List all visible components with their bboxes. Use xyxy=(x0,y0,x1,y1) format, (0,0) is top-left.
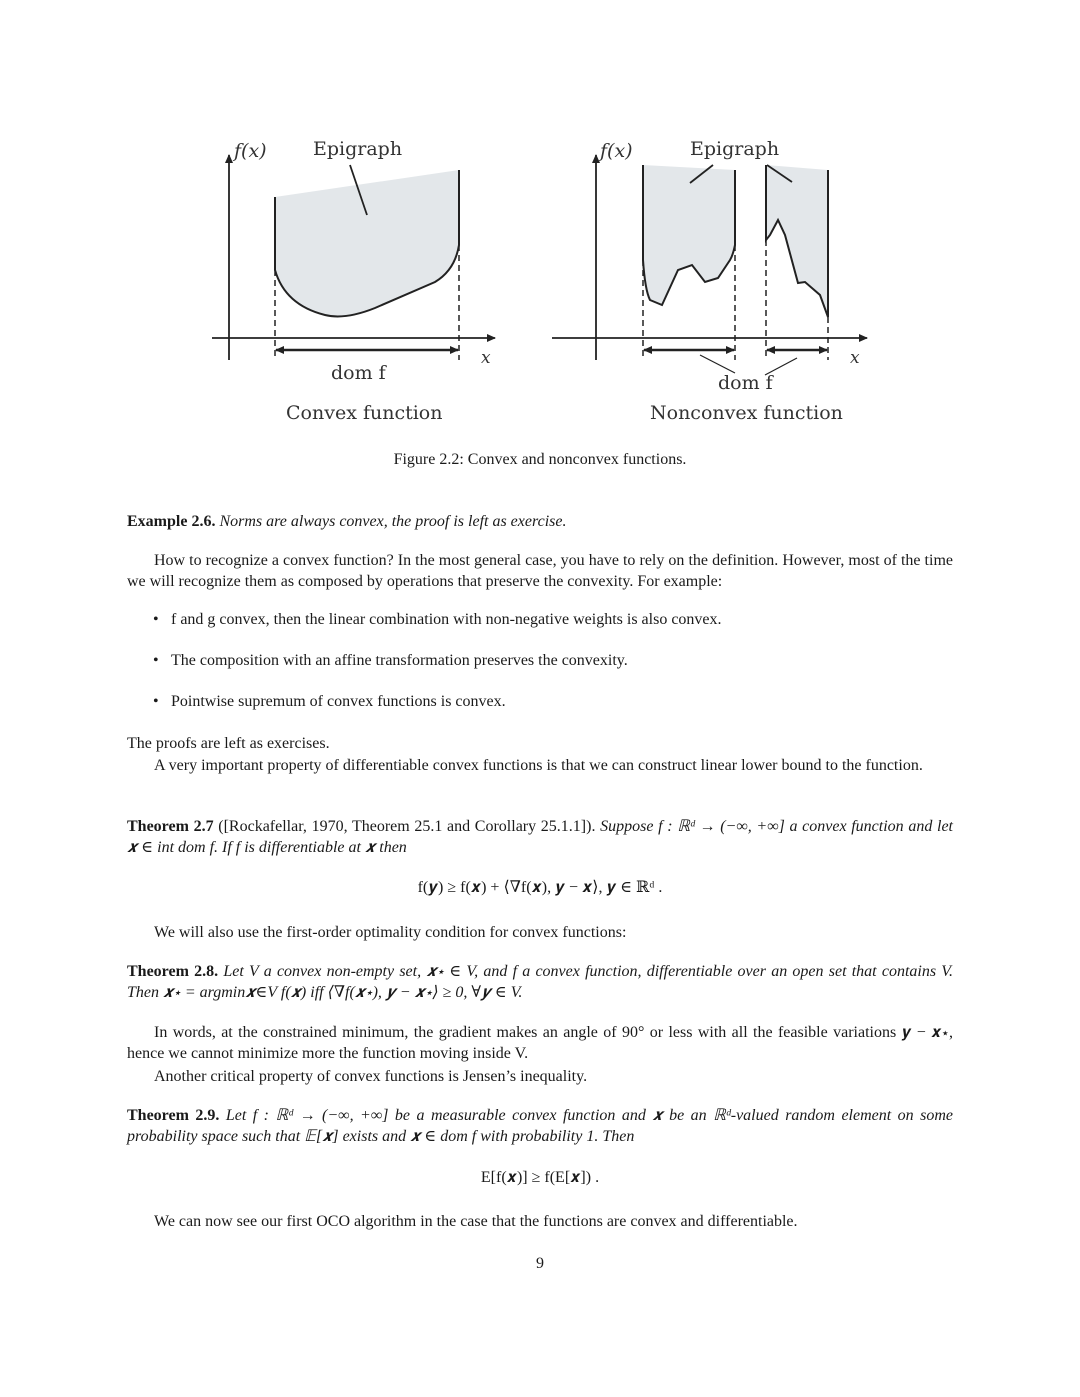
theorem-2-8 xyxy=(127,961,953,1003)
theorem-text: Let V a convex non-empty set, 𝒙⋆ ∈ V, and f a convex function, differentiable over an open set that contains V. Then 𝒙⋆ = argmin𝒙∈V f(𝒙) iff ⟨∇f(𝒙⋆), 𝒚 − 𝒙⋆⟩ ≥ 0, ∀𝒚 ∈ V. xyxy=(127,963,953,1001)
paragraph-first-order: We will also use the first-order optimality condition for convex functions: xyxy=(154,924,627,941)
paragraph-recognize: How to recognize a convex function? In the most general case, you have to rely on the definition. However, most of the time we will recognize them as composed by operations that preserve the convexity. For example: xyxy=(127,552,953,590)
theorem-citation: ([Rockafellar, 1970, Theorem 25.1 and Corollary 25.1.1]). xyxy=(218,818,596,835)
theorem-2-9 xyxy=(127,1105,953,1147)
bullet-icon: • xyxy=(153,611,159,628)
theorem-text: Let f : ℝᵈ → (−∞, +∞] be a measurable convex function and 𝒙 be an ℝᵈ-valued random element on some probability space such that 𝔼[𝒙] exists and 𝒙 ∈ dom f with probability 1. Then xyxy=(127,1107,954,1145)
example-2-6 xyxy=(127,511,953,532)
bullet-icon: • xyxy=(153,652,159,669)
bullet-item: • Pointwise supremum of convex functions is convex. xyxy=(153,693,506,710)
theorem-2-7 xyxy=(127,816,953,858)
left-ylabel: f(x) xyxy=(234,140,267,162)
convex-function-plot xyxy=(212,155,495,360)
example-label: Example 2.6. xyxy=(127,513,216,530)
paragraph-proofs: The proofs are left as exercises. xyxy=(127,735,330,752)
right-ylabel: f(x) xyxy=(600,140,633,162)
equation-jensen: E[f(𝒙)] ≥ f(E[𝒙]) . xyxy=(480,1169,600,1186)
figure-graphics xyxy=(200,130,900,430)
paragraph-oco: We can now see our first OCO algorithm in the case that the functions are convex and differentiable. xyxy=(154,1213,798,1230)
theorem-label: Theorem 2.8. xyxy=(127,963,219,980)
paragraph-words: In words, at the constrained minimum, the gradient makes an angle of 90° or less with all the feasible variations 𝒚 − 𝒙⋆, hence we cannot minimize more the function moving inside V. xyxy=(127,1024,953,1062)
page-number: 9 xyxy=(536,1255,544,1272)
left-xlabel: x xyxy=(481,348,491,368)
left-domain-label: dom f xyxy=(331,362,386,384)
theorem-label: Theorem 2.7 xyxy=(127,818,214,835)
bullet-icon: • xyxy=(153,693,159,710)
paragraph-jensen: Another critical property of convex functions is Jensen’s inequality. xyxy=(154,1068,588,1085)
equation-gradient-inequality: f(𝒚) ≥ f(𝒙) + ⟨∇f(𝒙), 𝒚 − 𝒙⟩, 𝒚 ∈ ℝᵈ . xyxy=(417,879,663,896)
example-text: Norms are always convex, the proof is left as exercise. xyxy=(219,513,567,530)
right-epigraph-label: Epigraph xyxy=(690,138,780,160)
theorem-text: Suppose f : ℝᵈ → (−∞, +∞] a convex function and let 𝒙 ∈ int dom f. If f is differentiable at 𝒙 then xyxy=(127,818,954,856)
theorem-label: Theorem 2.9. xyxy=(127,1107,220,1124)
bullet-item: • f and g convex, then the linear combination with non-negative weights is also convex. xyxy=(153,611,722,628)
left-panel-title: Convex function xyxy=(286,402,443,424)
right-panel-title: Nonconvex function xyxy=(650,402,843,424)
right-domain-label: dom f xyxy=(718,372,773,394)
left-epigraph-label: Epigraph xyxy=(313,138,403,160)
nonconvex-function-plot xyxy=(552,155,867,375)
figure-caption: Figure 2.2: Convex and nonconvex functions. xyxy=(393,451,687,468)
right-xlabel: x xyxy=(850,348,860,368)
bullet-item: • The composition with an affine transformation preserves the convexity. xyxy=(153,652,628,669)
paragraph-property: A very important property of differentiable convex functions is that we can construct linear lower bound to the function. xyxy=(154,757,923,774)
figure-convex-nonconvex xyxy=(200,130,900,430)
